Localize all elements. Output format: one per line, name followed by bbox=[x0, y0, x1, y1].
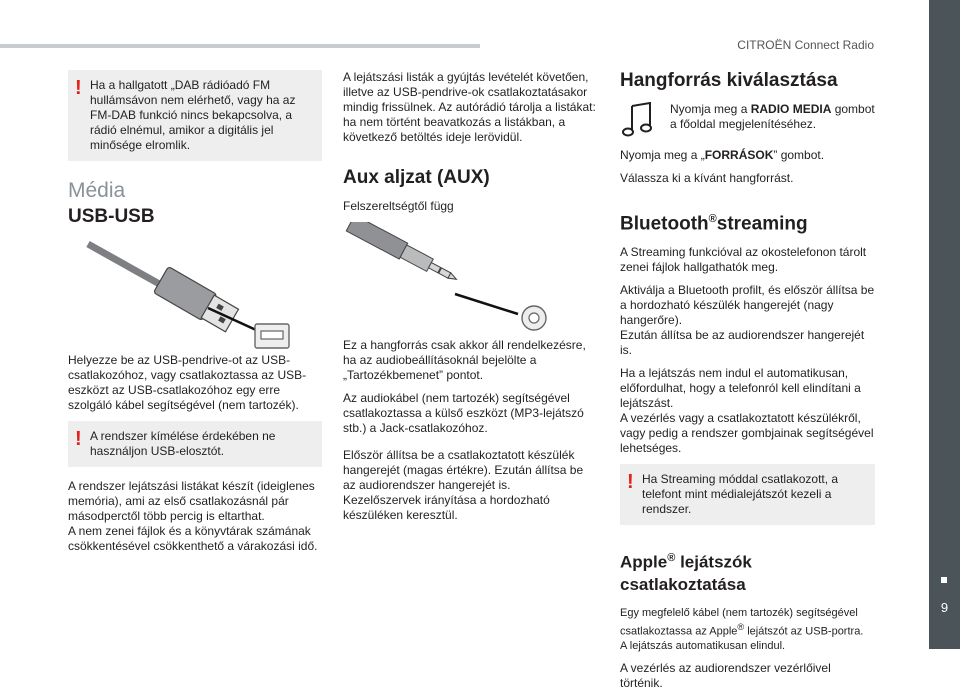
apple-connect-paragraph: Egy megfelelő kábel (nem tartozék) segítségével csatlakoztassa az Apple® lejátszót az USB-portra. bbox=[620, 606, 864, 638]
choose-source-text: Válassza ki a kívánt hangforrást. bbox=[620, 171, 794, 185]
aux-cable-paragraph: Az audiokábel (nem tartozék) segítségével csatlakoztassa a külső eszközt (MP3-lejátszó stb.) a Jack-csatlakozóhoz. bbox=[343, 391, 584, 435]
column-1 bbox=[68, 70, 322, 562]
warning-note-usb bbox=[68, 421, 322, 467]
warning-icon: ! bbox=[627, 471, 634, 494]
heading-apple-players: Apple® lejátszók csatlakoztatása bbox=[620, 552, 752, 594]
section-title-media: Média bbox=[68, 179, 126, 202]
warning-icon: ! bbox=[75, 77, 82, 99]
note-text: Ha a hallgatott „DAB rádióadó FM hullámsávon nem elérhető, vagy ha az FM-DAB funkció nincs bekapcsolva, a rádió elnémul, amikor a digitális jel minősége elromlik. bbox=[90, 78, 296, 152]
column-2 bbox=[343, 70, 598, 531]
warning-note-dab bbox=[68, 70, 322, 161]
warning-icon: ! bbox=[75, 428, 82, 450]
sources-instruction: Nyomja meg a „FORRÁSOK” gombot. bbox=[620, 148, 825, 162]
continue-marker-icon bbox=[941, 577, 947, 583]
bt-control-paragraph: A vezérlés vagy a csatlakoztatott készülékről, vagy pedig a rendszer gombjainak segítségével lehetséges. bbox=[620, 411, 874, 456]
aux-volume-paragraph: Először állítsa be a csatlakoztatott készülék hangerejét (magas értékre). Ezután állítsa be az audiorendszer hangerejét is. bbox=[343, 448, 584, 492]
waittime-paragraph: A nem zenei fájlok és a könyvtárak számának csökkentésével csökkenthető a várakozási idő. bbox=[68, 524, 318, 553]
header-title: CITROËN Connect Radio bbox=[737, 38, 874, 52]
warning-note-streaming bbox=[620, 464, 875, 525]
note-text: A rendszer kímélése érdekében ne használjon USB-elosztót. bbox=[90, 429, 276, 458]
heading-source-select: Hangforrás kiválasztása bbox=[620, 70, 838, 91]
note-text: Ha Streaming móddal csatlakozott, a telefont mint médialejátszót kezeli a rendszer. bbox=[642, 472, 839, 517]
music-note-icon bbox=[620, 102, 660, 138]
playlist-refresh-paragraph: A lejátszási listák a gyújtás levételét követően, illetve az USB-pendrive-ok csatlakoztatásakor mindig frissülnek. Az autórádió tárolja a listákat: ha nem történt beavatkozás a listákban, a következő betöltés ideje lerövidül. bbox=[343, 70, 596, 144]
heading-aux: Aux aljzat (AUX) bbox=[343, 167, 490, 188]
apple-control-paragraph: A vezérlés az audiorendszer vezérlőivel történik. bbox=[620, 660, 831, 690]
instruction-text: Nyomja meg a RADIO MEDIA gombot a főoldal megjelenítéséhez. bbox=[670, 102, 875, 131]
bt-activate-paragraph: Aktiválja a Bluetooth profilt, és először állítsa be a hordozható készülék hangerejét (nagy hangerőre). bbox=[620, 283, 875, 328]
playlist-paragraph: A rendszer lejátszási listákat készít (ideiglenes memória), ami az első csatlakozásnál pár másodperctől több percig is eltarthat. bbox=[68, 479, 315, 523]
bt-intro-paragraph: A Streaming funkcióval az okostelefonon tárolt zenei fájlok hallgathatók meg. bbox=[620, 245, 867, 275]
sources-label: FORRÁSOK bbox=[704, 148, 774, 162]
header-rule bbox=[0, 44, 480, 48]
page-number: 9 bbox=[940, 600, 949, 615]
aux-subtitle: Felszereltségtől függ bbox=[343, 199, 454, 213]
usb-plug-illustration bbox=[68, 238, 322, 353]
aux-availability-paragraph: Ez a hangforrás csak akkor áll rendelkezésre, ha az audiobeállításoknál bejelölte a „Tartozékbemenet” pontot. bbox=[343, 338, 586, 382]
bt-autostart-paragraph: Ha a lejátszás nem indul el automatikusan, előfordulhat, hogy a telefonról kell elindítani a lejátszást. bbox=[620, 366, 861, 411]
heading-bluetooth-streaming: Bluetooth®streaming bbox=[620, 213, 808, 235]
aux-control-paragraph: Kezelőszervek irányítása a hordozható készüléken keresztül. bbox=[343, 493, 550, 522]
usb-paragraph: Helyezze be az USB-pendrive-ot az USB-csatlakozóhoz, vagy csatlakoztassa az USB-eszközt az USB-csatlakozóhoz egy erre szolgáló kábel segítségével (nem tartozék). bbox=[68, 353, 307, 412]
radio-media-instruction bbox=[620, 102, 875, 138]
bt-volume-paragraph: Ezután állítsa be az audiorendszer hangerejét is. bbox=[620, 328, 865, 358]
apple-autoplay-paragraph: A lejátszás automatikusan elindul. bbox=[620, 639, 786, 652]
heading-usb: USB-USB bbox=[68, 206, 155, 227]
jack-plug-illustration bbox=[343, 222, 598, 332]
column-3 bbox=[620, 70, 875, 699]
page-edge-strip bbox=[929, 0, 960, 649]
radio-media-label: RADIO MEDIA bbox=[750, 102, 832, 116]
